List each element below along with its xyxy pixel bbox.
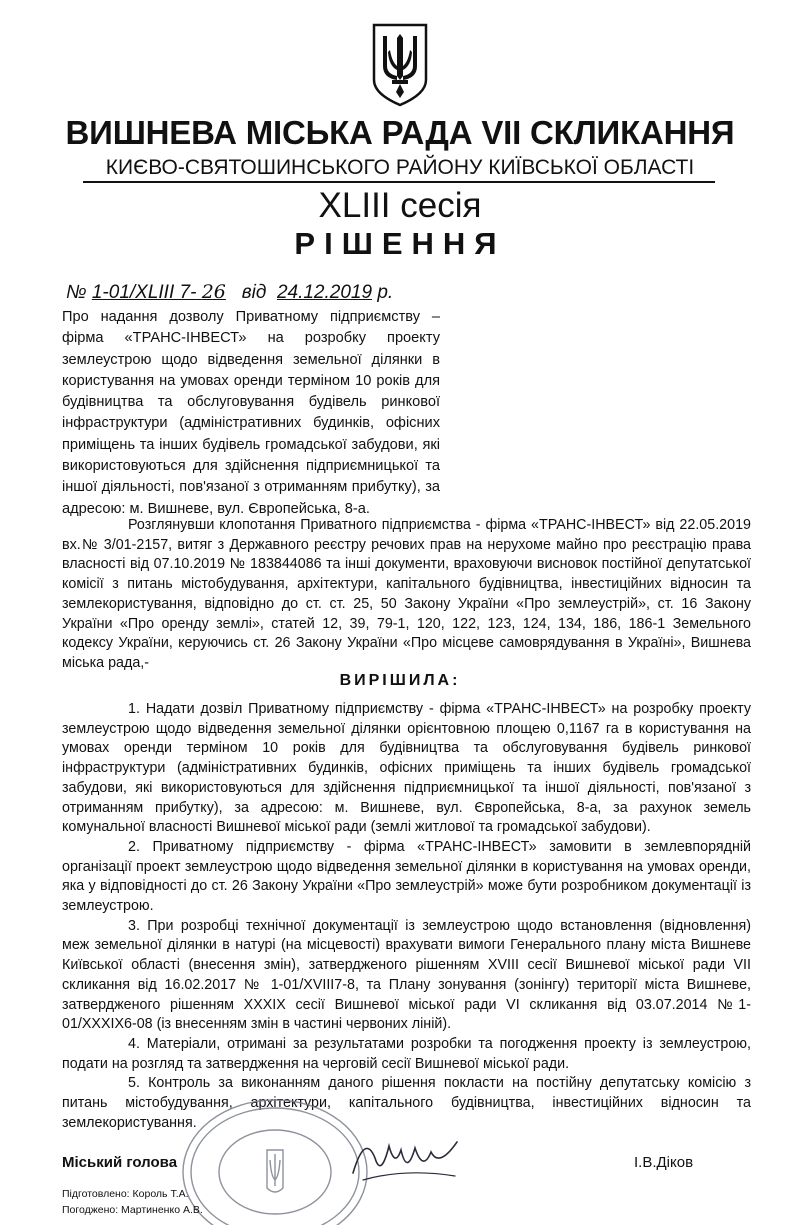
decision-number-printed: 1-01/XLIII 7-	[91, 282, 197, 303]
handwritten-signature	[345, 1128, 465, 1188]
decision-number-line	[66, 281, 393, 304]
decision-number-handwritten: 26	[201, 281, 226, 303]
resolved-heading: ВИРІШИЛА:	[339, 672, 461, 689]
preamble	[62, 516, 751, 674]
decision-date: 24.12.2019	[276, 282, 373, 303]
district-line: КИЄВО-СВЯТОШИНСЬКОГО РАЙОНУ КИЇВСЬКОЇ ОБЛАСТІ	[105, 156, 695, 179]
number-prefix: №	[66, 282, 87, 303]
council-title: ВИШНЕВА МІСЬКА РАДА VII СКЛИКАННЯ	[65, 114, 735, 151]
signer-name: І.В.Діков	[634, 1154, 694, 1171]
resolution-item: 4. Матеріали, отримані за результатами розробки та погодження проекту із землеустрою, подати на розгляд та затвердження на черговій сесії Вишневої міської ради.	[62, 1035, 751, 1072]
resolutions-list	[62, 700, 751, 1133]
prepared-by: Підготовлено: Король Т.А.	[62, 1188, 189, 1200]
date-prefix: від	[241, 282, 267, 303]
agreed-by: Погоджено: Мартиненко А.В.	[62, 1204, 203, 1216]
preamble-paragraph: Розглянувши клопотання Приватного підприємства - фірма «ТРАНС-ІНВЕСТ» від 22.05.2019 вх.№ 3/01-2157, витяг з Державного реєстру речових прав на нерухоме майно про реєстрацію права власності від 07.10.2019 № 183844086 та інші документи, враховуючи висновок постійної депутатської комісії з питань містобудування, архітектури, капітального будівництва, інвестиційних відносин та землекористування, відповідно до ст. ст. 25, 50 Закону України «Про землеустрій», ст. 16 Закону України «Про оренду землі», статей 12, 39, 79-1, 120, 122, 123, 124, 134, 186, 186-1 Земельного кодексу України, керуючись ст. 26 Закону України «Про місцеве самоврядування в Україні», Вишнева міська рада,-	[62, 517, 751, 671]
decision-number	[92, 282, 226, 303]
resolution-item: 1. Надати дозвіл Приватному підприємству - фірма «ТРАНС-ІНВЕСТ» на розробку проекту землеустрою щодо відведення земельної ділянки орієнтовною площею 0,1167 га в користування на умовах оренди терміном 10 років для будівництва та обслуговування будівель ринкової інфраструктури (адміністративних будинків, офісних приміщень та інших будівель громадської забудови, які використовуються для здійснення підприємницької та іншої діяльності, пов'язаної з отриманням прибутку), за адресою: м. Вишневе, вул. Європейська, 8-а, за рахунок земель комунальної власності Вишневої міської ради (землі житлової та громадської забудови).	[62, 701, 751, 836]
resolution-item: 3. При розробці технічної документації із землеустрою щодо встановлення (відновлення) меж земельної ділянки в натурі (на місцевості) врахувати вимоги Генерального плану міста Вишневе Київської області (внесення змін), затвердженого рішенням XVIII сесії Вишневої міської ради VII скликання від 16.02.2017 № 1-01/XVIII7-8, та Плану зонування (зонінгу) території міста Вишневе, затвердженого рішенням XXXIX сесії Вишневої міської ради VI скликання від 03.07.2014 №1-01/XXXIX6-08 (із внесенням змін в частині червоних ліній).	[62, 917, 751, 1033]
resolution-item: 5. Контроль за виконанням даного рішення покласти на постійну депутатську комісію з питань містобудування, архітектури, капітального будівництва, інвестиційних відносин та землекористування.	[62, 1075, 751, 1131]
decision-title: РІШЕННЯ	[294, 226, 506, 261]
signer-role: Міський голова	[62, 1154, 178, 1171]
header-underline	[83, 181, 715, 183]
decision-subject: Про надання дозволу Приватному підприємству – фірма «ТРАНС-ІНВЕСТ» на розробку проекту землеустрою щодо відведення земельної ділянки в користування на умовах оренди терміном 10 років для будівництва та обслуговування будівель ринкової інфраструктури (адміністративних будинків, офісних приміщень та інших будівель громадської забудови, які використовуються для здійснення підприємницької та іншої діяльності, пов'язаної з отриманням прибутку), за адресою: м. Вишневе, вул. Європейська, 8-а.	[62, 309, 440, 517]
session-label: XLIII сесія	[318, 186, 482, 225]
date-suffix: р.	[377, 282, 394, 303]
trident-coat-of-arms-icon	[370, 22, 430, 108]
resolution-item: 2. Приватному підприємству - фірма «ТРАНС-ІНВЕСТ» замовити в землевпорядній організації проект землеустрою щодо відведення земельної ділянки в користування на умовах оренди, яка у відповідності до ст. 26 Закону України «Про землеустрій» може бути розробником документації із землеустрою.	[62, 838, 751, 915]
